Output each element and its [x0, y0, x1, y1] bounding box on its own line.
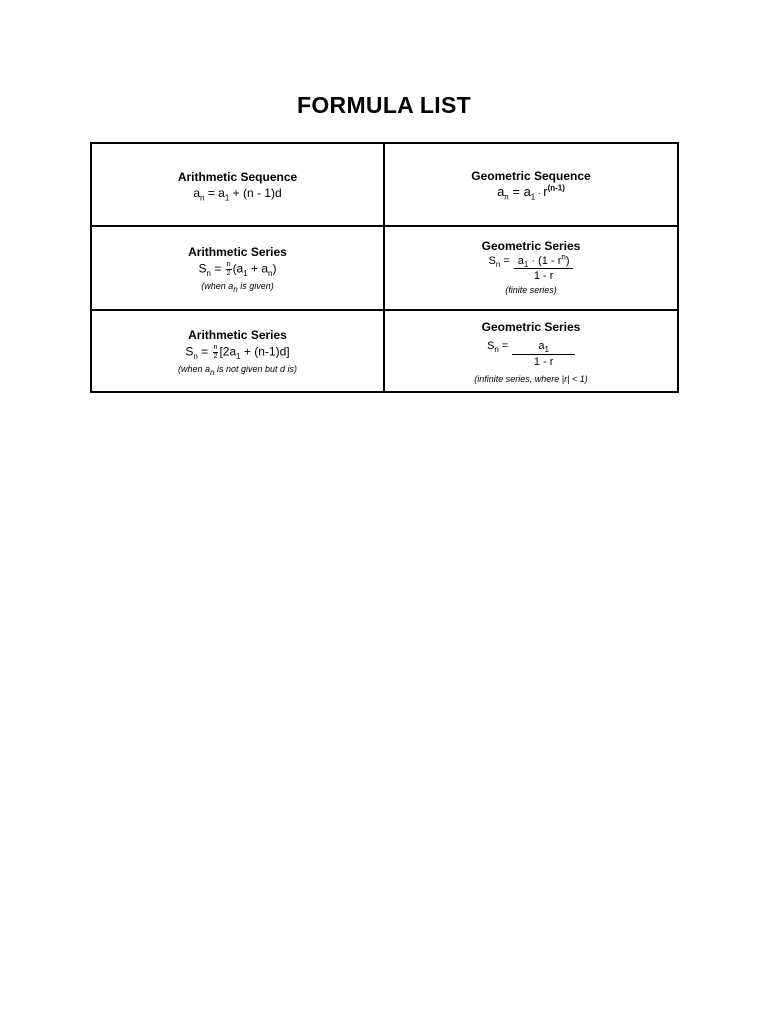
- equals: =: [500, 255, 510, 267]
- fraction-numerator: [512, 340, 575, 355]
- fraction-numerator: [514, 252, 574, 270]
- note-infinite-series: (infinite series, where |r| < 1): [474, 374, 588, 384]
- formula-table: [90, 142, 679, 393]
- formula-geometric-series-infinite: [487, 340, 575, 368]
- formula-geometric-series-finite: [488, 252, 574, 282]
- fraction-denominator: 1 - r: [533, 270, 554, 282]
- lhs-subscript: n: [206, 269, 211, 279]
- lhs: S: [185, 344, 194, 359]
- subscript: 1: [236, 352, 241, 362]
- heading-arithmetic-series: Arithmetic Series: [188, 328, 287, 342]
- note-text: is given): [237, 281, 274, 291]
- fraction-denominator: 1 - r: [533, 356, 554, 368]
- lhs-subscript: n: [494, 345, 499, 355]
- heading-arithmetic-sequence: Arithmetic Sequence: [177, 169, 298, 184]
- formula-arithmetic-series-2: [185, 344, 289, 361]
- lhs: a: [497, 184, 505, 199]
- heading-geometric-sequence: Geometric Sequence: [471, 169, 591, 183]
- rhs-part: + (n - 1)d: [229, 185, 282, 200]
- note-finite-series: (finite series): [505, 285, 557, 295]
- formula-geometric-sequence: [497, 185, 565, 200]
- rhs-part: [2a: [219, 344, 237, 359]
- numerator-text: a: [517, 255, 524, 267]
- formula-arithmetic-sequence: [193, 186, 281, 200]
- lhs: a: [193, 185, 201, 200]
- subscript: 1: [544, 345, 549, 355]
- numerator-text: ): [565, 255, 570, 267]
- note-text: (when a: [201, 281, 234, 291]
- cell-arithmetic-series-2: [92, 311, 385, 391]
- cell-arithmetic-sequence: [92, 144, 385, 227]
- fraction-denominator: 2: [213, 353, 218, 360]
- subscript: n: [268, 269, 273, 279]
- lhs-subscript: n: [495, 260, 501, 270]
- subscript: 1: [224, 192, 230, 202]
- numerator-text: a: [538, 340, 545, 352]
- subscript: 1: [530, 192, 536, 202]
- rhs-part: = a: [204, 185, 225, 200]
- lhs-letter: S: [488, 255, 496, 267]
- lhs-subscript: n: [193, 352, 198, 362]
- formula-arithmetic-series-1: [199, 261, 277, 278]
- subscript: 1: [523, 260, 529, 270]
- cell-geometric-series-finite: [385, 227, 677, 311]
- fraction-numerator: n: [213, 344, 218, 351]
- subscript: 1: [243, 269, 248, 279]
- cell-arithmetic-series-1: [92, 227, 385, 311]
- ratio: r: [543, 184, 548, 199]
- fraction: [514, 252, 574, 282]
- fraction-numerator: n: [226, 261, 231, 268]
- rhs-part: + a: [247, 261, 269, 276]
- lhs: S: [198, 261, 207, 276]
- cell-geometric-sequence: [385, 144, 677, 227]
- rhs-part: = a: [508, 184, 531, 199]
- numerator-text: · (1 - r: [528, 255, 562, 267]
- rhs-part: (a: [232, 261, 244, 276]
- note-subscript: n: [210, 367, 215, 377]
- note-arithmetic-series-2: [177, 364, 298, 377]
- note-subscript: n: [233, 284, 238, 294]
- equals: =: [197, 344, 212, 359]
- fraction-n-over-2: [213, 344, 219, 361]
- lhs-subscript: n: [200, 192, 205, 202]
- rhs-part: ): [272, 261, 277, 276]
- lhs: [488, 255, 510, 270]
- heading-geometric-series: Geometric Series: [481, 320, 581, 334]
- fraction-denominator: 2: [226, 270, 231, 277]
- lhs-subscript: n: [504, 192, 509, 202]
- fraction: [512, 340, 575, 368]
- lhs: [487, 340, 509, 355]
- heading-geometric-series: Geometric Series: [481, 239, 581, 253]
- fraction-n-over-2: [226, 261, 232, 278]
- rhs-part: + (n-1)d]: [240, 344, 290, 359]
- note-text: (when a: [177, 364, 211, 374]
- exponent: (n-1): [547, 183, 565, 193]
- heading-arithmetic-series: Arithmetic Series: [188, 245, 287, 259]
- lhs-letter: S: [487, 340, 495, 352]
- note-text: is not given but d is): [214, 364, 298, 374]
- exponent: n: [561, 252, 566, 262]
- equals: =: [498, 340, 509, 352]
- dot-operator: ·: [535, 188, 544, 198]
- page-title: FORMULA LIST: [297, 92, 471, 118]
- cell-geometric-series-infinite: [385, 311, 677, 391]
- note-arithmetic-series-1: [201, 281, 274, 294]
- equals: =: [210, 261, 225, 276]
